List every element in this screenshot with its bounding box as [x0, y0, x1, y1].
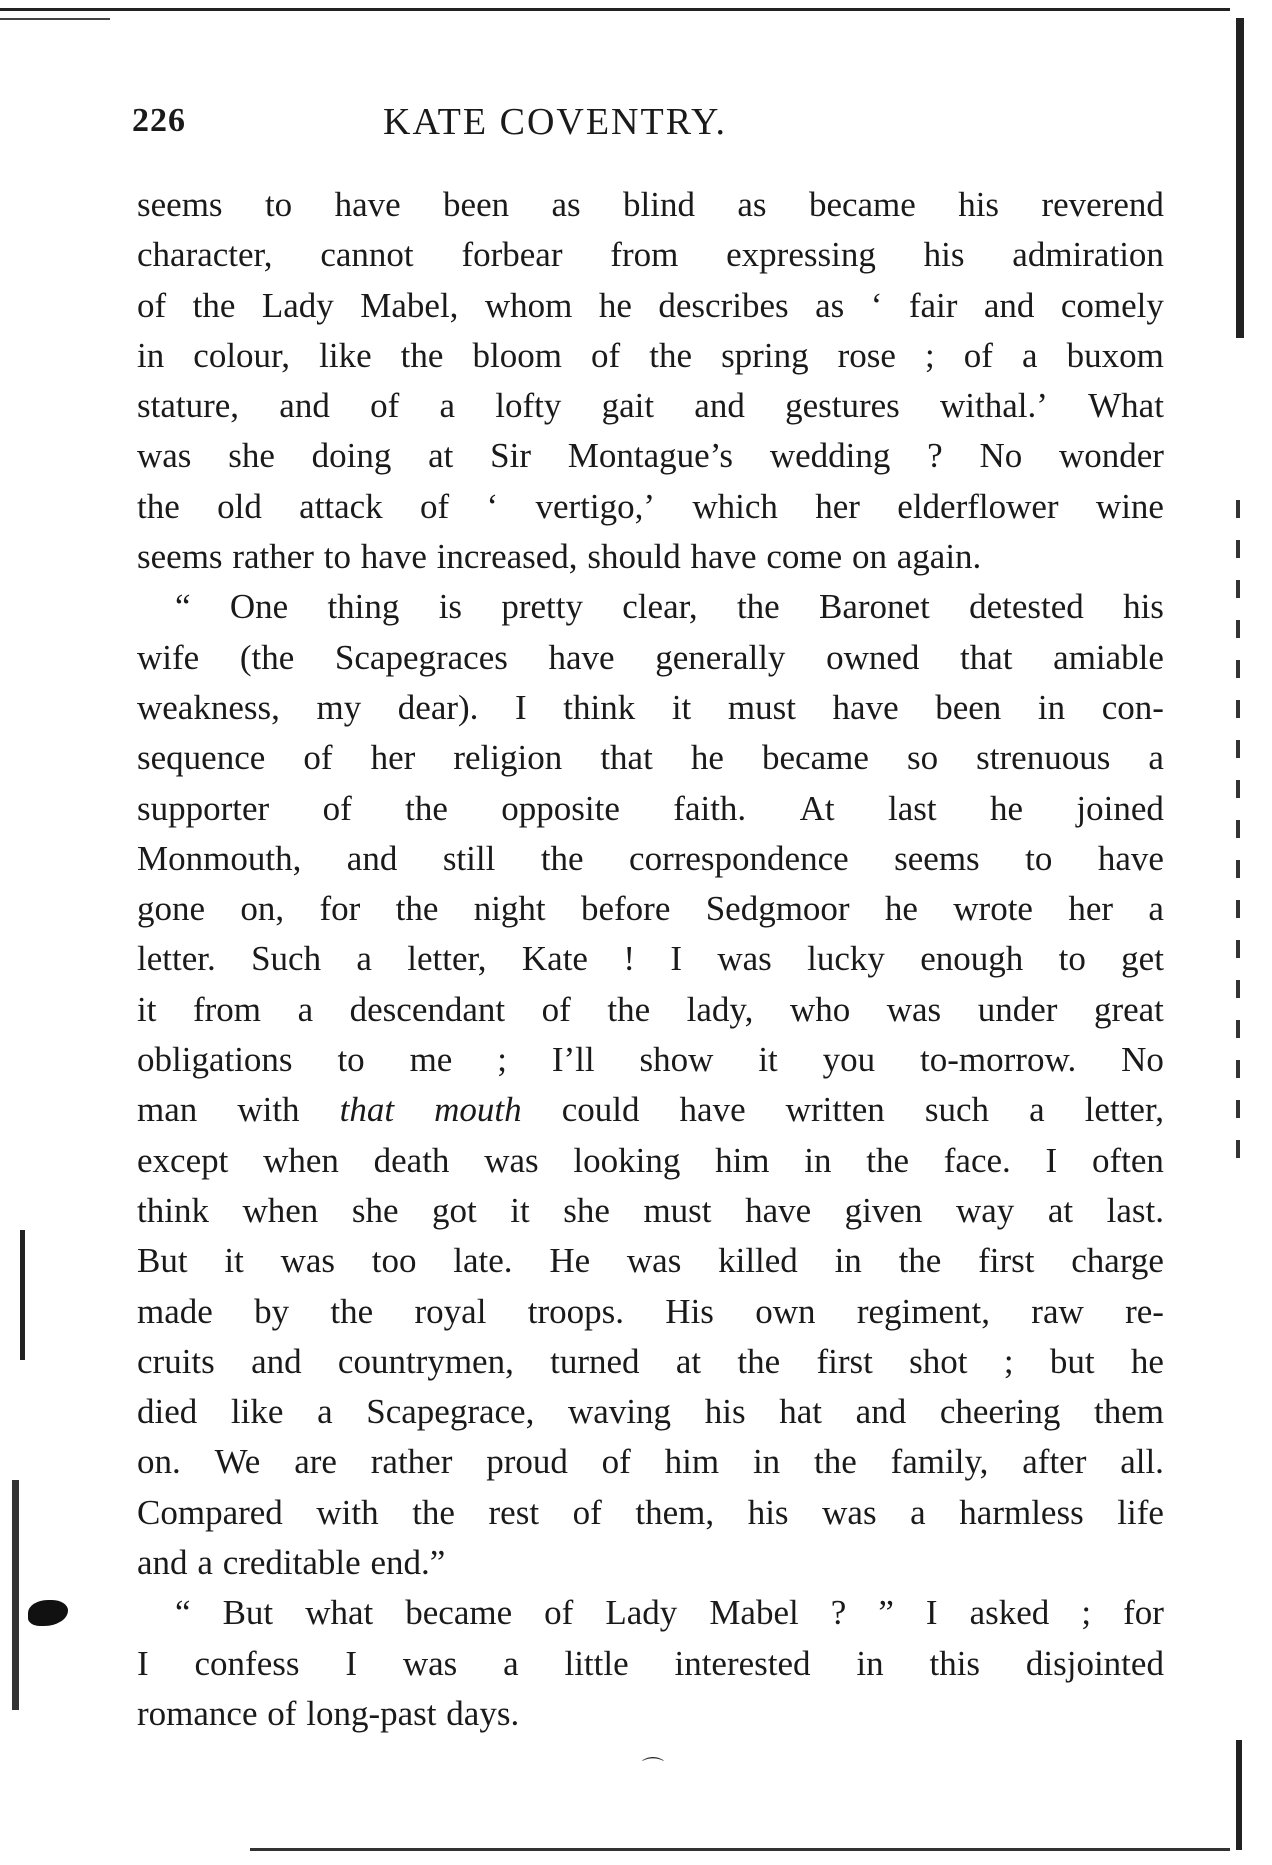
footer-mark: ⌒: [642, 1756, 665, 1781]
text-line: man with that mouth could have written such a letter,: [137, 1090, 1164, 1130]
text-line: But it was too late. He was killed in the first charge: [137, 1241, 1164, 1281]
top-rule: [0, 8, 1230, 11]
bottom-rule: [250, 1848, 1230, 1851]
text-line: cruits and countrymen, turned at the first shot ; but he: [137, 1341, 1164, 1381]
text-line: supporter of the opposite faith. At last he joined: [137, 788, 1164, 828]
text-line: sequence of her religion that he became so strenuous a: [137, 738, 1164, 778]
page-edge-marks: [1236, 500, 1240, 1160]
text-line: made by the royal troops. His own regiment, raw re-: [137, 1291, 1164, 1331]
top-rule-fragment: [0, 18, 110, 20]
text-line: died like a Scapegrace, waving his hat and cheering them: [137, 1392, 1164, 1432]
text-line: on. We are rather proud of him in the family, after all.: [137, 1442, 1164, 1482]
text-line: romance of long-past days.: [137, 1693, 520, 1733]
text-line: and a creditable end.”: [137, 1543, 446, 1583]
body-text: [137, 180, 1164, 1739]
page-edge-shadow-bottom: [1236, 1740, 1242, 1850]
text-line: except when death was looking him in the face. I often: [137, 1140, 1164, 1180]
gutter-shadow: [20, 1230, 25, 1360]
text-line: seems rather to have increased, should have come on again.: [137, 537, 982, 577]
text-line: I confess I was a little interested in this disjointed: [137, 1643, 1164, 1683]
page-number: 226: [132, 102, 186, 139]
text-line: stature, and of a lofty gait and gestures withal.’ What: [137, 386, 1164, 426]
text-line: obligations to me ; I’ll show it you to-morrow. No: [137, 1040, 1164, 1080]
text-line: Monmouth, and still the correspondence seems to have: [137, 838, 1164, 878]
page-edge-shadow: [1236, 18, 1244, 338]
page-header: [120, 100, 990, 150]
text-line: letter. Such a letter, Kate ! I was lucky enough to get: [137, 939, 1164, 979]
text-line: it from a descendant of the lady, who was under great: [137, 989, 1164, 1029]
text-line: think when she got it she must have given way at last.: [137, 1190, 1164, 1230]
gutter-shadow-lower: [12, 1480, 19, 1710]
text-line: gone on, for the night before Sedgmoor he wrote her a: [137, 889, 1164, 929]
text-line: seems to have been as blind as became his reverend: [137, 185, 1164, 224]
text-line: weakness, my dear). I think it must have been in con-: [137, 687, 1164, 727]
text-line: “ But what became of Lady Mabel ? ” I asked ; for: [175, 1593, 1164, 1633]
running-title: KATE COVENTRY.: [383, 101, 727, 143]
ink-blot: [28, 1600, 68, 1626]
text-line: wife (the Scapegraces have generally owned that amiable: [137, 637, 1164, 677]
text-line: was she doing at Sir Montague’s wedding ? No wonder: [137, 436, 1164, 476]
text-line: of the Lady Mabel, whom he describes as ‘ fair and comely: [137, 285, 1164, 325]
text-line: Compared with the rest of them, his was a harmless life: [137, 1492, 1164, 1532]
text-line: the old attack of ‘ vertigo,’ which her elderflower wine: [137, 486, 1164, 526]
text-line: in colour, like the bloom of the spring rose ; of a buxom: [137, 335, 1164, 375]
text-line: character, cannot forbear from expressing his admiration: [137, 235, 1164, 275]
text-line: “ One thing is pretty clear, the Baronet detested his: [175, 587, 1164, 627]
